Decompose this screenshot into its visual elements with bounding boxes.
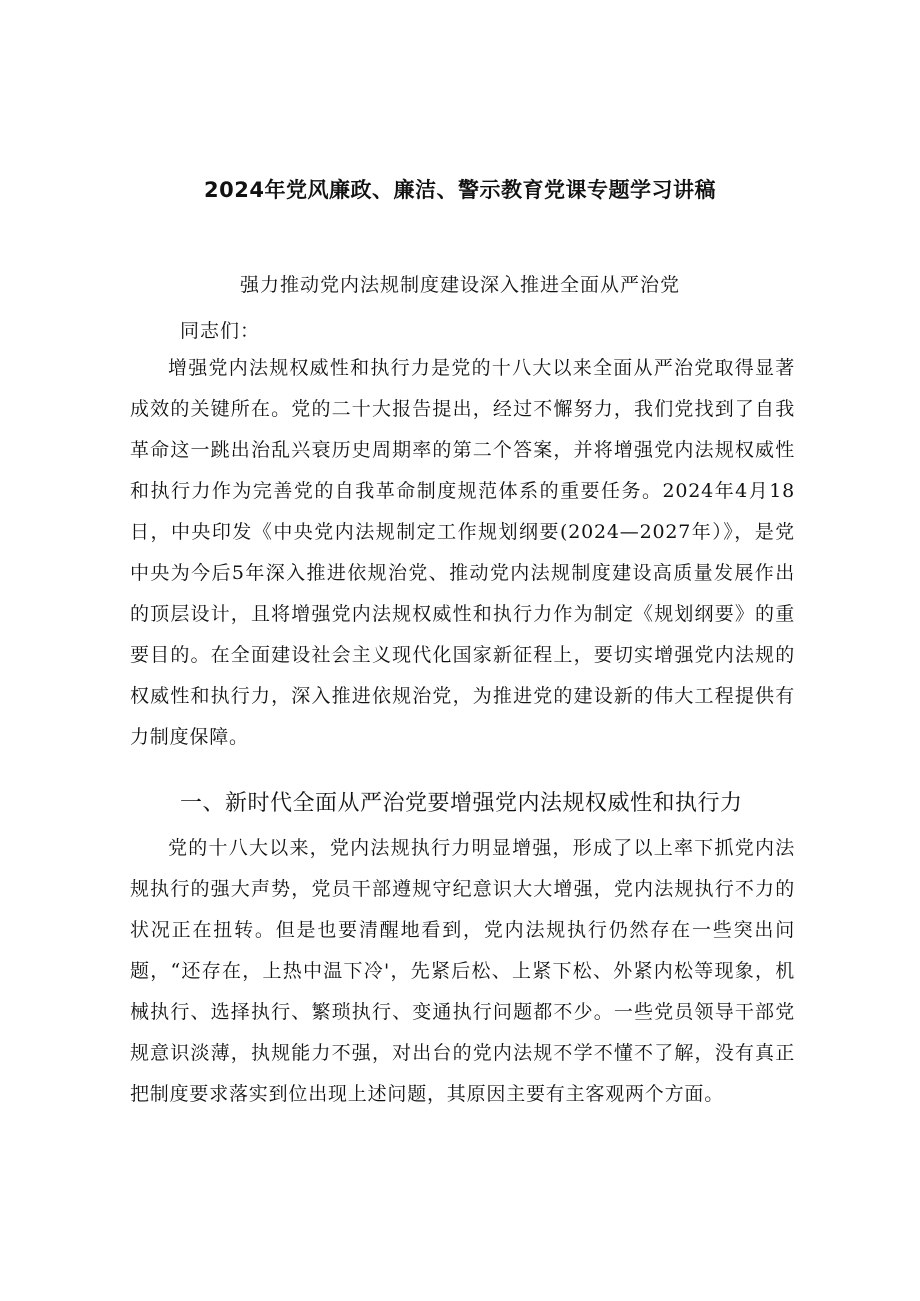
section-heading-one: 一、新时代全面从严治党要增强党内法规权威性和执行力 xyxy=(180,791,743,816)
body-paragraph-section-one: 党的十八大以来，党内法规执行力明显增强，形成了以上率下抓党内法规执行的强大声势，党员干部遵规守纪意识大大增强，党内法规执行不力的状况正在扭转。但是也要清醒地看到，党内法规执行仍然存在一些突出问题，“还存在，上热中温下冷'，先紧后松、上紧下松、外紧内松等现象，机械执行、选择执行、繁琐执行、变通执行问题都不少。一些党员领导干部党规意识淡薄，执规能力不强，对出台的党内法规不学不懂不了解，没有真正把制度要求落实到位出现上述问题，其原因主要有主客观两个方面。 xyxy=(130,837,795,1105)
salutation: 同志们： xyxy=(180,320,261,342)
document-title: 2024年党风廉政、廉洁、警示教育党课专题学习讲稿 xyxy=(204,178,716,202)
body-paragraph-intro: 增强党内法规权威性和执行力是党的十八大以来全面从严治党取得显著成效的关键所在。党的二十大报告提出，经过不懈努力，我们党找到了自我革命这一跳出治乱兴衰历史周期率的第二个答案，并将增强党内法规权威性和执行力作为完善党的自我革命制度规范体系的重要任务。2024年4月18日，中央印发《中央党内法规制定工作规划纲要(2024—2027年）》，是党中央为今后5年深入推进依规治党、推动党内法规制度建设高质量发展作出的顶层设计，且将增强党内法规权威性和执行力作为制定《规划纲要》的重要目的。在全面建设社会主义现代化国家新征程上，要切实增强党内法规的权威性和执行力，深入推进依规治党，为推进党的建设新的伟大工程提供有力制度保障。 xyxy=(130,357,795,748)
document-subtitle: 强力推动党内法规制度建设深入推进全面从严治党 xyxy=(239,274,680,296)
